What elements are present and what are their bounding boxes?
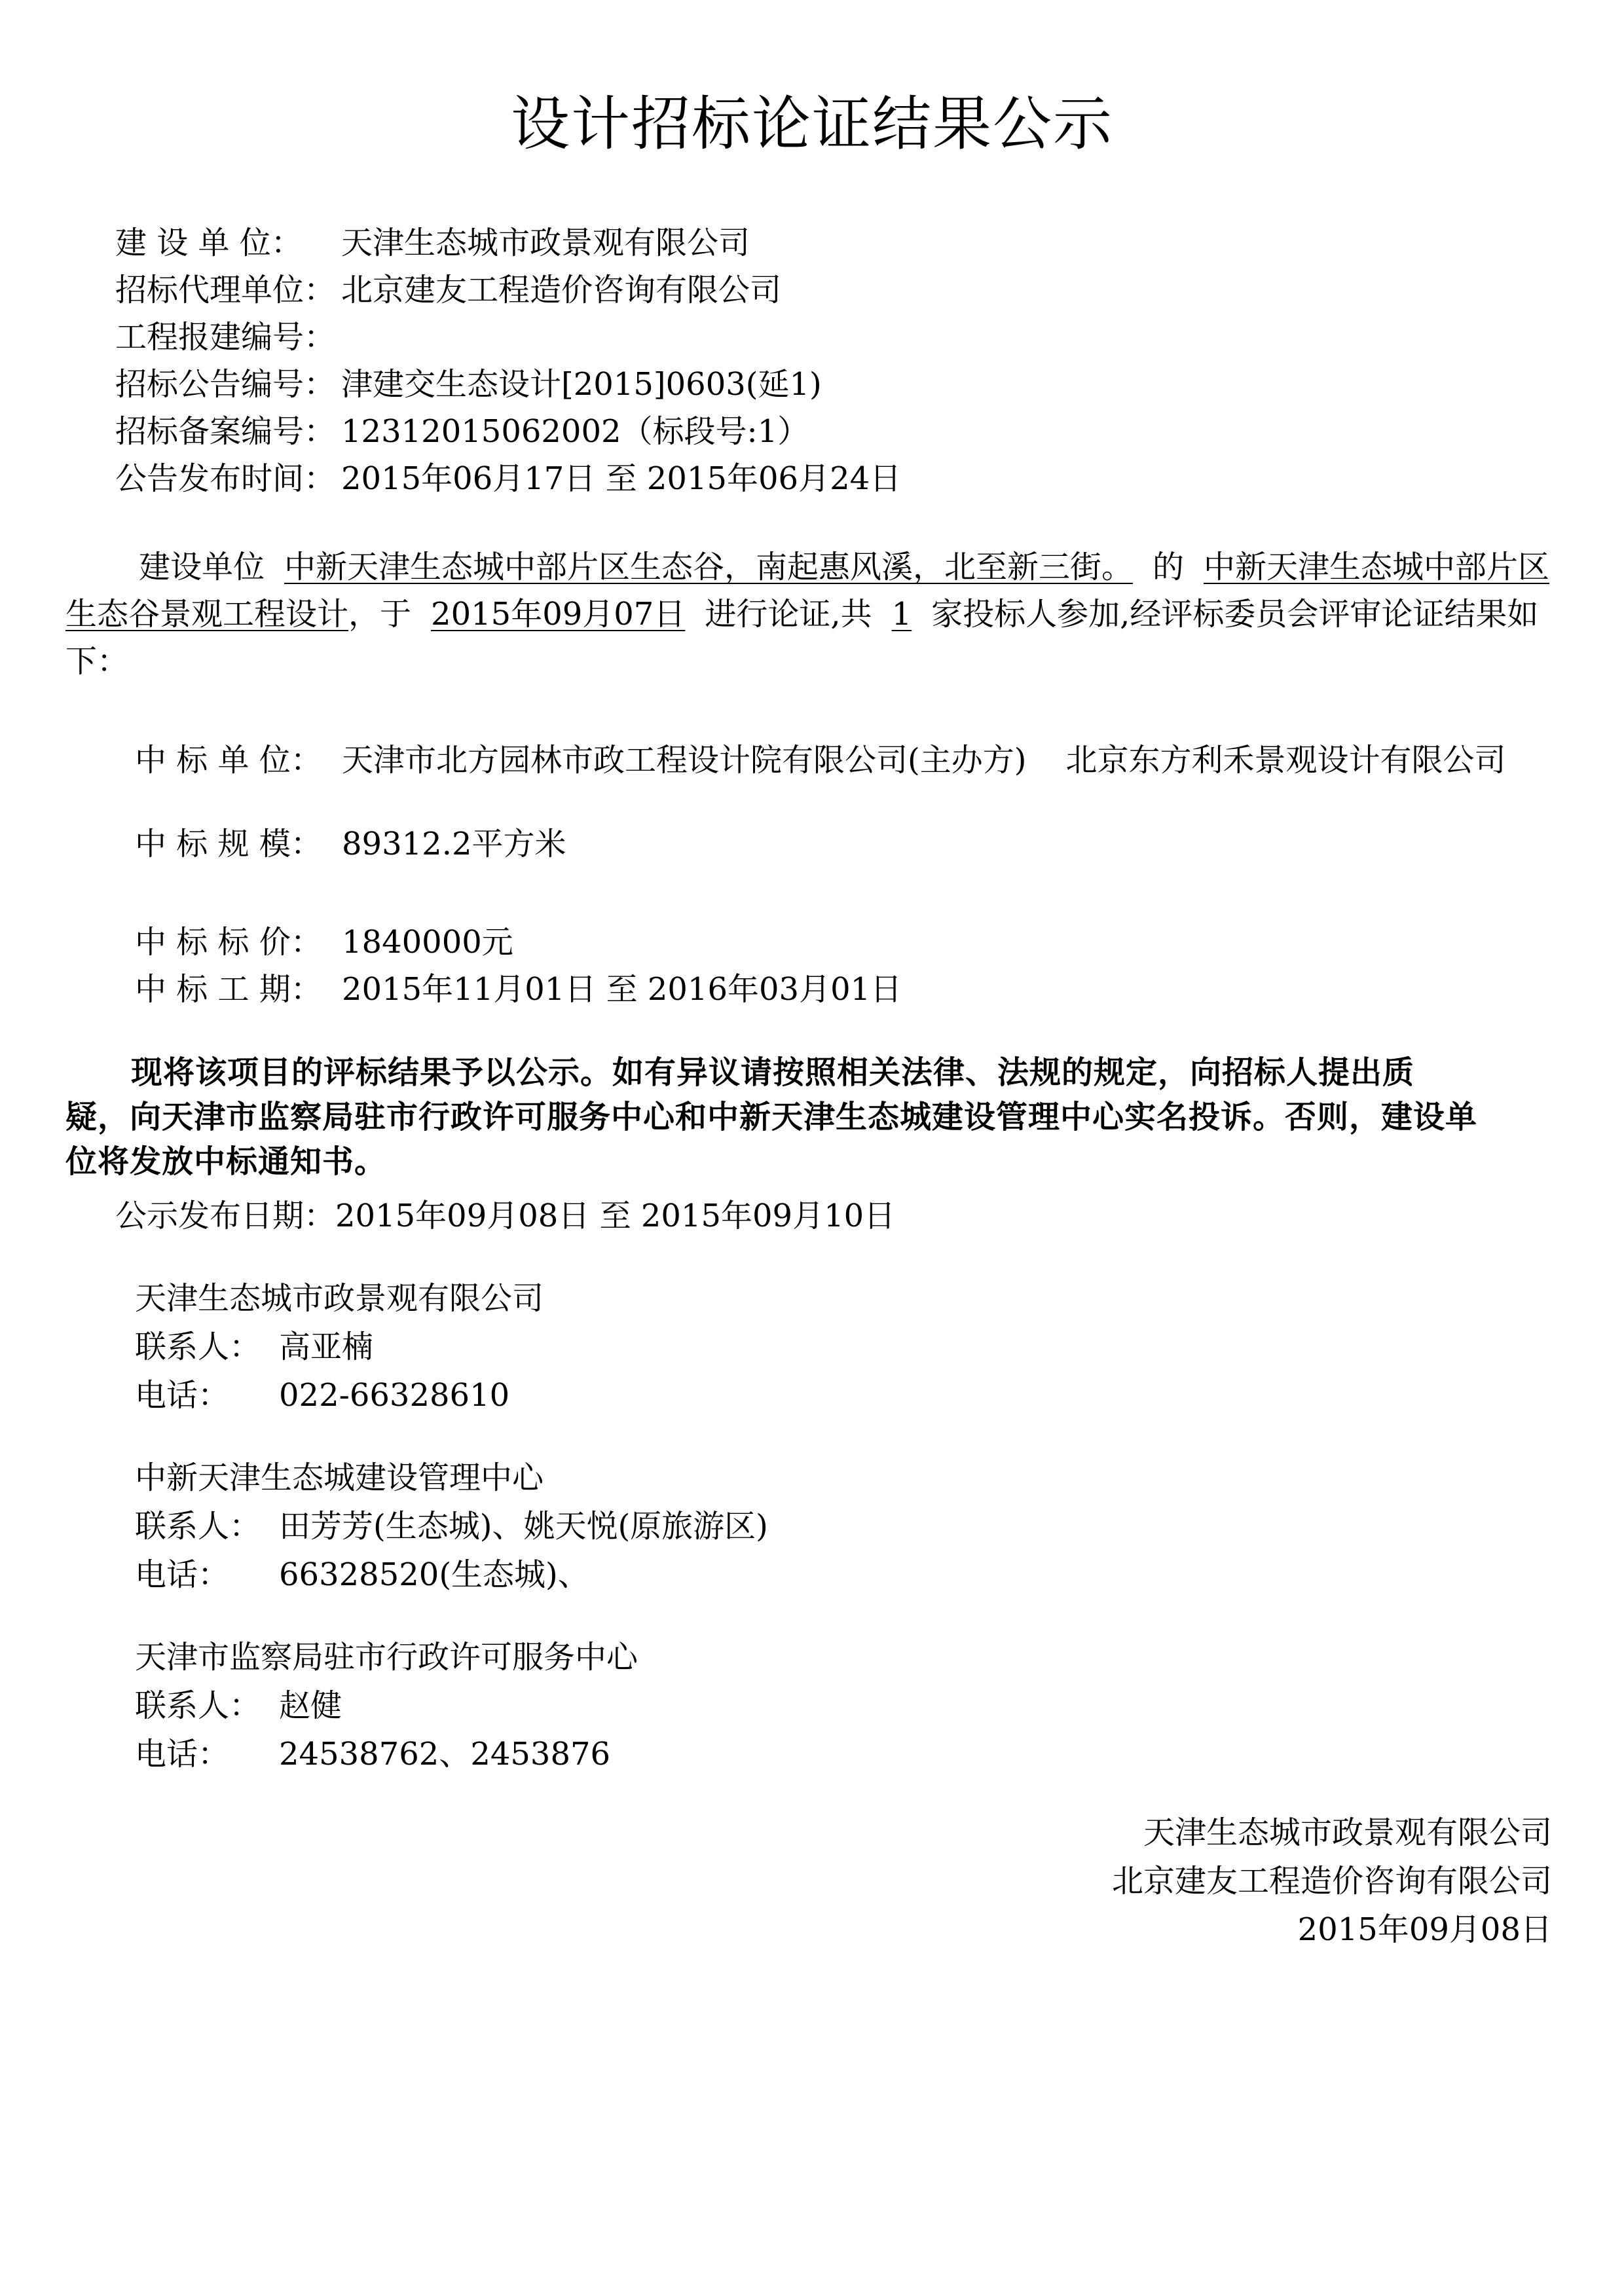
signature-org-1: 天津生态城市政景观有限公司	[1143, 1814, 1552, 1851]
notice-line: 位将发放中标通知书。	[65, 1143, 387, 1180]
contact-person-row	[135, 1327, 373, 1367]
header-label: 建 设 单 位：	[115, 225, 303, 261]
header-row-announcement-no	[115, 364, 822, 405]
header-value: 2015年06月17日 至 2015年06月24日	[341, 460, 902, 497]
header-value: 北京建友工程造价咨询有限公司	[341, 272, 782, 308]
header-label: 招标公告编号：	[115, 366, 336, 403]
header-label: 招标备案编号：	[115, 413, 336, 450]
contact-org: 天津生态城市政景观有限公司	[135, 1280, 544, 1317]
bidder-count: 1	[891, 596, 912, 633]
contact-org: 天津市监察局驻市行政许可服务中心	[135, 1639, 638, 1676]
header-row-project-code	[115, 317, 341, 358]
winner-label: 中 标 单 位：	[135, 742, 322, 779]
contact-label: 电话：	[135, 1377, 230, 1414]
publish-label: 公示发布日期：	[115, 1198, 336, 1234]
notice-line: 疑，向天津市监察局驻市行政许可服务中心和中新天津生态城建设管理中心实名投诉。否则，建设单	[65, 1099, 1478, 1135]
winner-unit-row	[135, 740, 1505, 780]
contact-org: 中新天津生态城建设管理中心	[135, 1460, 544, 1496]
winner-price-row	[135, 922, 513, 963]
contact-phone-row	[135, 1554, 589, 1595]
intro-text: ，于	[348, 596, 412, 633]
header-value: 津建交生态设计[2015]0603(延1)	[341, 366, 822, 403]
winner-label: 中 标 标 价：	[135, 924, 322, 961]
publish-value: 2015年09月08日 至 2015年09月10日	[335, 1198, 896, 1234]
header-row-agent	[115, 270, 781, 310]
winner-unit-value: 天津市北方园林市政工程设计院有限公司(主办方)	[342, 742, 1027, 779]
contact-phone-row	[135, 1734, 610, 1774]
project-location: 中新天津生态城中部片区生态谷，南起惠风溪，北至新三街。	[284, 549, 1134, 585]
contact-person-row	[135, 1685, 342, 1726]
winner-scale-value: 89312.2平方米	[342, 826, 566, 862]
winner-unit-value-2: 北京东方利禾景观设计有限公司	[1065, 742, 1506, 779]
header-row-builder	[115, 223, 750, 263]
page-title: 设计招标论证结果公示	[511, 90, 1113, 158]
contact-phone-row	[135, 1375, 509, 1416]
contact-person: 田芳芳(生态城)、姚天悦(原旅游区)	[279, 1508, 768, 1545]
header-value: 天津生态城市政景观有限公司	[341, 225, 750, 261]
contact-person: 赵健	[279, 1687, 342, 1724]
header-row-announcement-time	[115, 458, 901, 499]
header-row-record-no	[115, 411, 809, 452]
contact-label: 联系人：	[135, 1508, 261, 1545]
signature-org-2: 北京建友工程造价咨询有限公司	[1111, 1863, 1552, 1900]
header-label: 招标代理单位：	[115, 272, 336, 308]
intro-text: 进行论证,共	[705, 596, 872, 633]
intro-text: 建设单位	[139, 549, 265, 585]
signature-date: 2015年09月08日	[1297, 1911, 1552, 1948]
contact-phone: 24538762、2453876	[279, 1736, 611, 1772]
contact-person-row	[135, 1506, 768, 1547]
header-label: 工程报建编号：	[115, 319, 336, 356]
contact-phone: 66328520(生态城)、	[279, 1556, 589, 1593]
winner-period-value: 2015年11月01日 至 2016年03月01日	[342, 971, 902, 1008]
winner-period-row	[135, 969, 902, 1010]
contact-phone: 022-66328610	[279, 1377, 510, 1414]
contact-label: 联系人：	[135, 1329, 261, 1365]
intro-text: 家投标人参加,经评标委员会评审论证结果如下：	[65, 596, 1539, 680]
project-name: 中新天津生态城中部片区生态谷景观工程设计	[65, 549, 1550, 633]
contact-person: 高亚楠	[279, 1329, 374, 1365]
notice-line: 现将该项目的评标结果予以公示。如有异议请按照相关法律、法规的规定，向招标人提出质	[131, 1054, 1415, 1091]
winner-label: 中 标 工 期：	[135, 971, 322, 1008]
review-date: 2015年09月07日	[431, 596, 686, 633]
header-label: 公告发布时间：	[115, 460, 336, 497]
header-value: 12312015062002（标段号:1）	[341, 413, 809, 450]
contact-label: 电话：	[135, 1556, 230, 1593]
publish-date-row	[115, 1196, 895, 1236]
contact-label: 联系人：	[135, 1687, 261, 1724]
notice-paragraph	[65, 1050, 1565, 1184]
winner-price-value: 1840000元	[342, 924, 513, 961]
contact-label: 电话：	[135, 1736, 230, 1772]
winner-scale-row	[135, 824, 566, 864]
intro-text: 的	[1153, 549, 1185, 585]
winner-label: 中 标 规 模：	[135, 826, 322, 862]
intro-paragraph	[65, 543, 1565, 685]
